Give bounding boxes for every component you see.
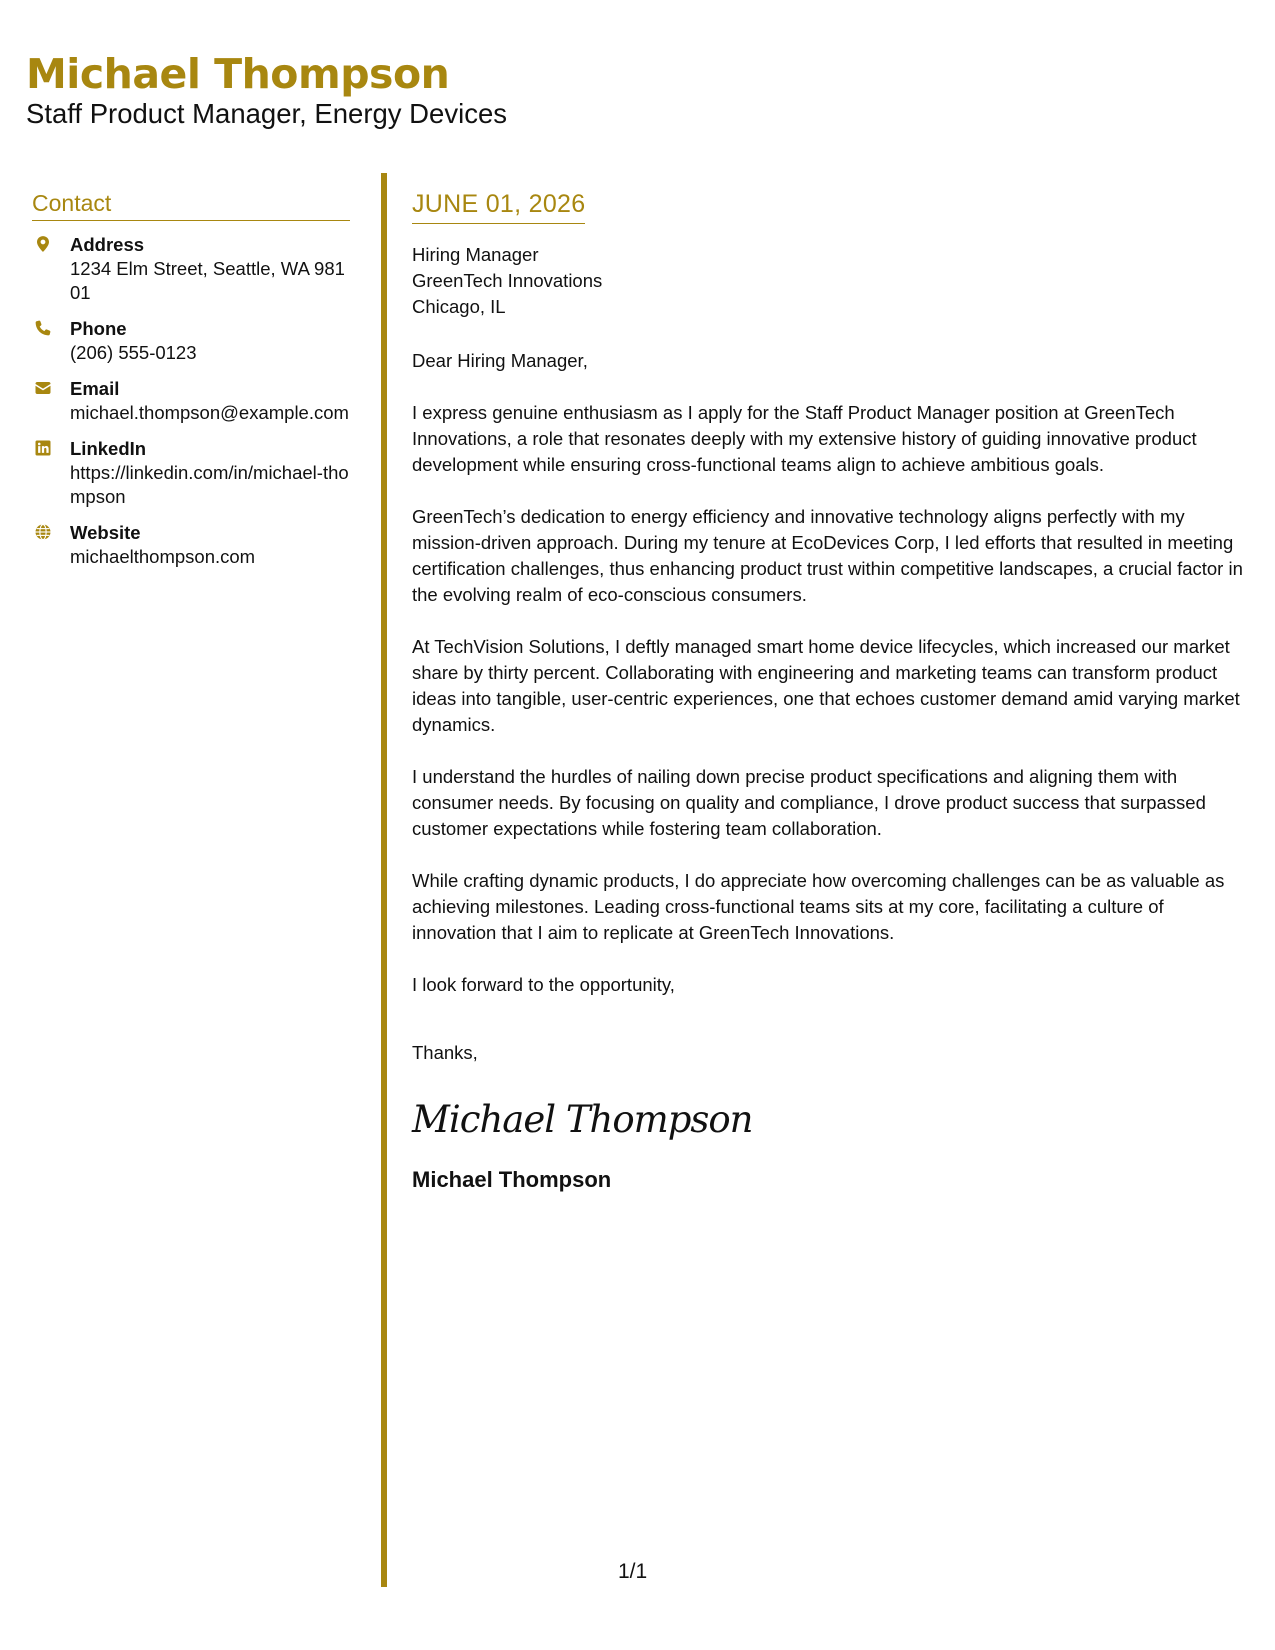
column-divider xyxy=(381,173,387,1587)
contact-label: LinkedIn xyxy=(70,438,147,459)
handwritten-signature: Michael Thompson xyxy=(412,1098,753,1141)
letter-date: JUNE 01, 2026 xyxy=(412,188,585,224)
contact-label: Email xyxy=(70,378,120,399)
recipient-name: Hiring Manager xyxy=(412,244,539,265)
contact-item-address xyxy=(32,233,350,305)
letter-paragraph: I understand the hurdles of nailing down precise product specifications and aligning them with consumer needs. By focusing on quality and compliance, I drove product success that surpassed customer expectations while fostering team collaboration. xyxy=(412,766,1206,839)
letter-paragraph: While crafting dynamic products, I do appreciate how overcoming challenges can be as valuable as achieving milestones. Leading cross-functional teams sits at my core, facilitating a culture of innovation that I aim to replicate at GreenTech Innovations. xyxy=(412,870,1225,943)
salutation: Dear Hiring Manager, xyxy=(412,350,588,371)
linkedin-icon xyxy=(34,439,52,457)
contact-item-linkedin xyxy=(32,437,350,509)
contact-label: Phone xyxy=(70,318,127,339)
resume-header xyxy=(26,48,507,130)
contact-heading: Contact xyxy=(32,188,350,221)
letter-paragraph: I express genuine enthusiasm as I apply for the Staff Product Manager position at GreenTech Innovations, a role that resonates deeply with my extensive history of guiding innovative product development while ensuring cross-functional teams align to achieve ambitious goals. xyxy=(412,402,1197,475)
letter-paragraph: GreenTech’s dedication to energy efficiency and innovative technology aligns perfectly with my mission-driven approach. During my tenure at EcoDevices Corp, I led efforts that resulted in meeting certification challenges, thus enhancing product trust within competitive landscapes, a crucial factor in the evolving realm of eco-conscious consumers. xyxy=(412,506,1243,605)
contact-list xyxy=(32,233,350,569)
applicant-name: Michael Thompson xyxy=(26,50,450,98)
contact-item-website xyxy=(32,521,350,569)
letter-body xyxy=(412,188,1244,1194)
website-value: michaelthompson.com xyxy=(70,546,256,567)
envelope-icon xyxy=(34,379,52,397)
page-number: 1/1 xyxy=(618,1560,648,1583)
recipient-location: Chicago, IL xyxy=(412,296,506,317)
recipient-block xyxy=(412,242,1244,320)
recipient-company: GreenTech Innovations xyxy=(412,270,603,291)
signer-name: Michael Thompson xyxy=(412,1167,612,1192)
letter-paragraph: At TechVision Solutions, I deftly managed smart home device lifecycles, which increased our market share by thirty percent. Collaborating with engineering and marketing teams can transform product ideas into tangible, user-centric experiences, one that echoes customer demand amid varying market dynamics. xyxy=(412,636,1240,735)
contact-item-email xyxy=(32,377,350,425)
contact-sidebar xyxy=(32,188,350,581)
closing-line: I look forward to the opportunity, xyxy=(412,974,675,995)
applicant-title: Staff Product Manager, Energy Devices xyxy=(26,98,507,129)
map-pin-icon xyxy=(34,235,52,253)
address-value: 1234 Elm Street, Seattle, WA 98101 xyxy=(70,258,345,303)
globe-icon xyxy=(34,523,52,541)
phone-icon xyxy=(34,319,52,337)
contact-item-phone xyxy=(32,317,350,365)
linkedin-value: https://linkedin.com/in/michael-thompson xyxy=(70,462,349,507)
phone-value: (206) 555-0123 xyxy=(70,342,197,363)
email-value: michael.thompson@example.com xyxy=(70,402,349,423)
sign-off: Thanks, xyxy=(412,1042,478,1063)
contact-label: Website xyxy=(70,522,141,543)
contact-label: Address xyxy=(70,234,145,255)
